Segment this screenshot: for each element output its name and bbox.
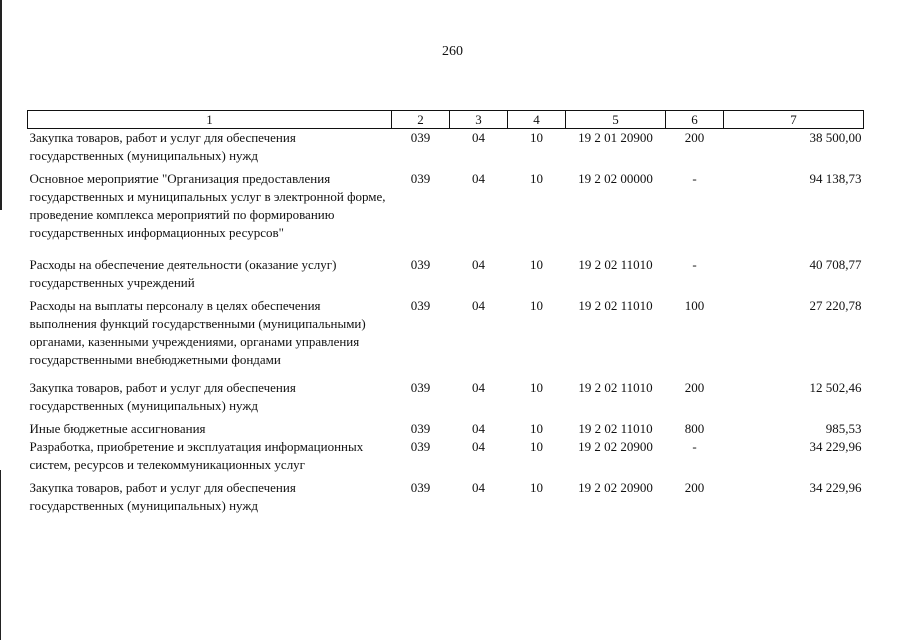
row-name: Иные бюджетные ассигнования bbox=[29, 421, 206, 436]
row-subsection: 10 bbox=[530, 480, 543, 495]
row-amount: 12 502,46 bbox=[809, 380, 862, 395]
row-ministry: 039 bbox=[410, 130, 431, 145]
table-row bbox=[28, 129, 864, 171]
table-row bbox=[28, 256, 864, 297]
row-subsection: 10 bbox=[530, 421, 543, 436]
row-expense-type: 200 bbox=[684, 480, 705, 495]
table-row bbox=[28, 170, 864, 256]
row-expense-type: - bbox=[692, 439, 697, 454]
header-row bbox=[28, 111, 864, 129]
header-col-2: 2 bbox=[392, 111, 450, 129]
row-ministry: 039 bbox=[410, 439, 431, 454]
table-row bbox=[28, 420, 864, 438]
row-ministry: 039 bbox=[410, 480, 431, 495]
row-section: 04 bbox=[472, 480, 485, 495]
row-section: 04 bbox=[472, 130, 485, 145]
scan-edge-left-bottom bbox=[0, 470, 1, 640]
header-col-4: 4 bbox=[508, 111, 566, 129]
row-amount: 34 229,96 bbox=[809, 439, 862, 454]
row-section: 04 bbox=[472, 171, 485, 186]
table-row bbox=[28, 438, 864, 479]
row-section: 04 bbox=[472, 439, 485, 454]
row-name: Закупка товаров, работ и услуг для обеспечения государственных (муниципальных) нужд bbox=[29, 480, 296, 513]
row-ministry: 039 bbox=[410, 380, 431, 395]
row-expense-type: 100 bbox=[684, 298, 705, 313]
row-amount: 38 500,00 bbox=[809, 130, 862, 145]
row-name: Расходы на выплаты персоналу в целях обеспечения выполнения функций государственными (муниципальными) органами, казенными учреждениями, органами управления государственными внебюджетными фондами bbox=[29, 298, 366, 367]
row-ministry: 039 bbox=[410, 171, 431, 186]
row-amount: 94 138,73 bbox=[809, 171, 862, 186]
row-subsection: 10 bbox=[530, 298, 543, 313]
row-expense-type: 200 bbox=[684, 380, 705, 395]
row-name: Основное мероприятие "Организация предоставления государственных и муниципальных услуг в электронной форме, проведение комплекса мероприятий по формированию государственных информационных ресурсов" bbox=[29, 171, 386, 240]
budget-table bbox=[27, 110, 864, 515]
row-amount: 40 708,77 bbox=[809, 257, 862, 272]
row-section: 04 bbox=[472, 380, 485, 395]
row-expense-type: 200 bbox=[684, 130, 705, 145]
row-target-article: 19 2 02 00000 bbox=[578, 171, 653, 186]
scan-edge-left-top bbox=[0, 0, 2, 210]
row-subsection: 10 bbox=[530, 171, 543, 186]
row-target-article: 19 2 02 20900 bbox=[578, 439, 653, 454]
row-ministry: 039 bbox=[410, 421, 431, 436]
row-subsection: 10 bbox=[530, 257, 543, 272]
row-section: 04 bbox=[472, 421, 485, 436]
header-col-5: 5 bbox=[566, 111, 666, 129]
header-col-7: 7 bbox=[724, 111, 864, 129]
row-section: 04 bbox=[472, 298, 485, 313]
row-subsection: 10 bbox=[530, 130, 543, 145]
row-expense-type: 800 bbox=[684, 421, 705, 436]
row-expense-type: - bbox=[692, 257, 697, 272]
row-expense-type: - bbox=[692, 171, 697, 186]
row-target-article: 19 2 02 11010 bbox=[578, 257, 653, 272]
header-col-6: 6 bbox=[666, 111, 724, 129]
row-target-article: 19 2 01 20900 bbox=[578, 130, 653, 145]
row-amount: 27 220,78 bbox=[809, 298, 862, 313]
table-row bbox=[28, 379, 864, 420]
row-ministry: 039 bbox=[410, 257, 431, 272]
row-target-article: 19 2 02 11010 bbox=[578, 380, 653, 395]
row-section: 04 bbox=[472, 257, 485, 272]
table-row bbox=[28, 479, 864, 515]
row-target-article: 19 2 02 20900 bbox=[578, 480, 653, 495]
page-number: 260 bbox=[442, 44, 463, 59]
row-subsection: 10 bbox=[530, 439, 543, 454]
header-col-1: 1 bbox=[28, 111, 392, 129]
row-target-article: 19 2 02 11010 bbox=[578, 421, 653, 436]
row-name: Закупка товаров, работ и услуг для обеспечения государственных (муниципальных) нужд bbox=[29, 130, 296, 163]
row-name: Расходы на обеспечение деятельности (оказание услуг) государственных учреждений bbox=[29, 257, 337, 290]
header-col-3: 3 bbox=[450, 111, 508, 129]
row-name: Закупка товаров, работ и услуг для обеспечения государственных (муниципальных) нужд bbox=[29, 380, 296, 413]
row-target-article: 19 2 02 11010 bbox=[578, 298, 653, 313]
row-amount: 34 229,96 bbox=[809, 480, 862, 495]
row-amount: 985,53 bbox=[825, 421, 862, 436]
row-subsection: 10 bbox=[530, 380, 543, 395]
table-row bbox=[28, 297, 864, 379]
row-ministry: 039 bbox=[410, 298, 431, 313]
row-name: Разработка, приобретение и эксплуатация информационных систем, ресурсов и телекоммуникационных услуг bbox=[29, 439, 364, 472]
